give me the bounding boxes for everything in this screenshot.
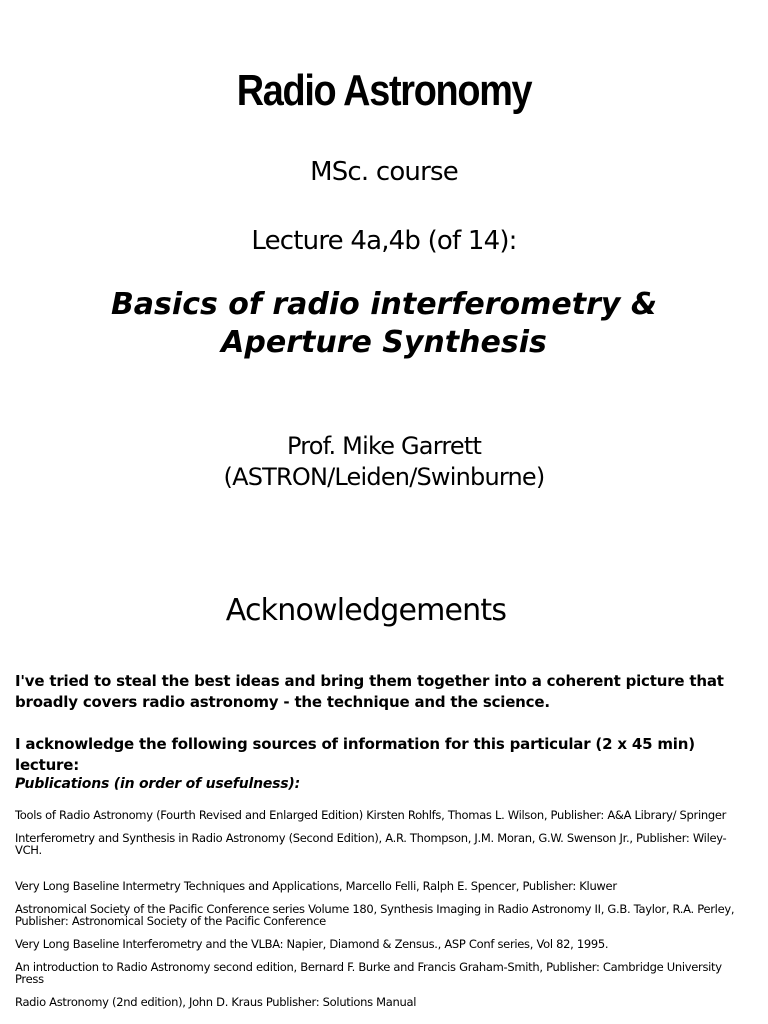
lecture-heading-line-1: Basics of radio interferometry & <box>110 287 658 322</box>
publication-item: Very Long Baseline Intermetry Techniques and Applications, Marcello Felli, Ralph E. Spencer, Publisher: Kluwer <box>15 879 617 893</box>
publication-item: Very Long Baseline Interferometry and the VLBA: Napier, Diamond & Zensus., ASP Conf series, Vol 82, 1995. <box>15 937 609 951</box>
sources-paragraph: I acknowledge the following sources of information for this particular (2 x 45 min) lecture: <box>15 735 695 774</box>
publication-item: An introduction to Radio Astronomy second edition, Bernard F. Burke and Francis Graham-Smith, Publisher: Cambridge University Press <box>15 960 722 986</box>
acknowledgements-title: Acknowledgements <box>225 593 507 628</box>
course-subtitle: MSc. course <box>310 157 458 187</box>
slide-title: Radio Astronomy <box>236 66 532 115</box>
lecture-heading-line-2: Aperture Synthesis <box>221 325 547 360</box>
lecture-number: Lecture 4a,4b (of 14): <box>251 226 517 256</box>
publication-item: Interferometry and Synthesis in Radio Astronomy (Second Edition), A.R. Thompson, J.M. Moran, G.W. Swenson Jr., Publisher: Wiley-VCH. <box>15 831 727 857</box>
author-block <box>0 431 768 493</box>
author-affiliation: (ASTRON/Leiden/Swinburne) <box>223 463 545 491</box>
publication-item: Radio Astronomy (2nd edition), John D. Kraus Publisher: Solutions Manual <box>15 995 417 1009</box>
publication-item: Tools of Radio Astronomy (Fourth Revised and Enlarged Edition) Kirsten Rohlfs, Thomas L. Wilson, Publisher: A&A Library/ Springer <box>15 808 727 822</box>
publication-item: Astronomical Society of the Pacific Conference series Volume 180, Synthesis Imaging in Radio Astronomy II, G.B. Taylor, R.A. Perley, Publisher: Astronomical Society of the Pacific Conference <box>15 902 735 928</box>
author-name: Prof. Mike Garrett <box>286 432 482 460</box>
publications-list <box>15 809 740 1019</box>
publications-heading: Publications (in order of usefulness): <box>15 776 300 792</box>
lecture-heading <box>40 286 728 362</box>
intro-paragraph: I've tried to steal the best ideas and bring them together into a coherent picture that broadly covers radio astronomy - the technique and the science. <box>15 672 724 711</box>
